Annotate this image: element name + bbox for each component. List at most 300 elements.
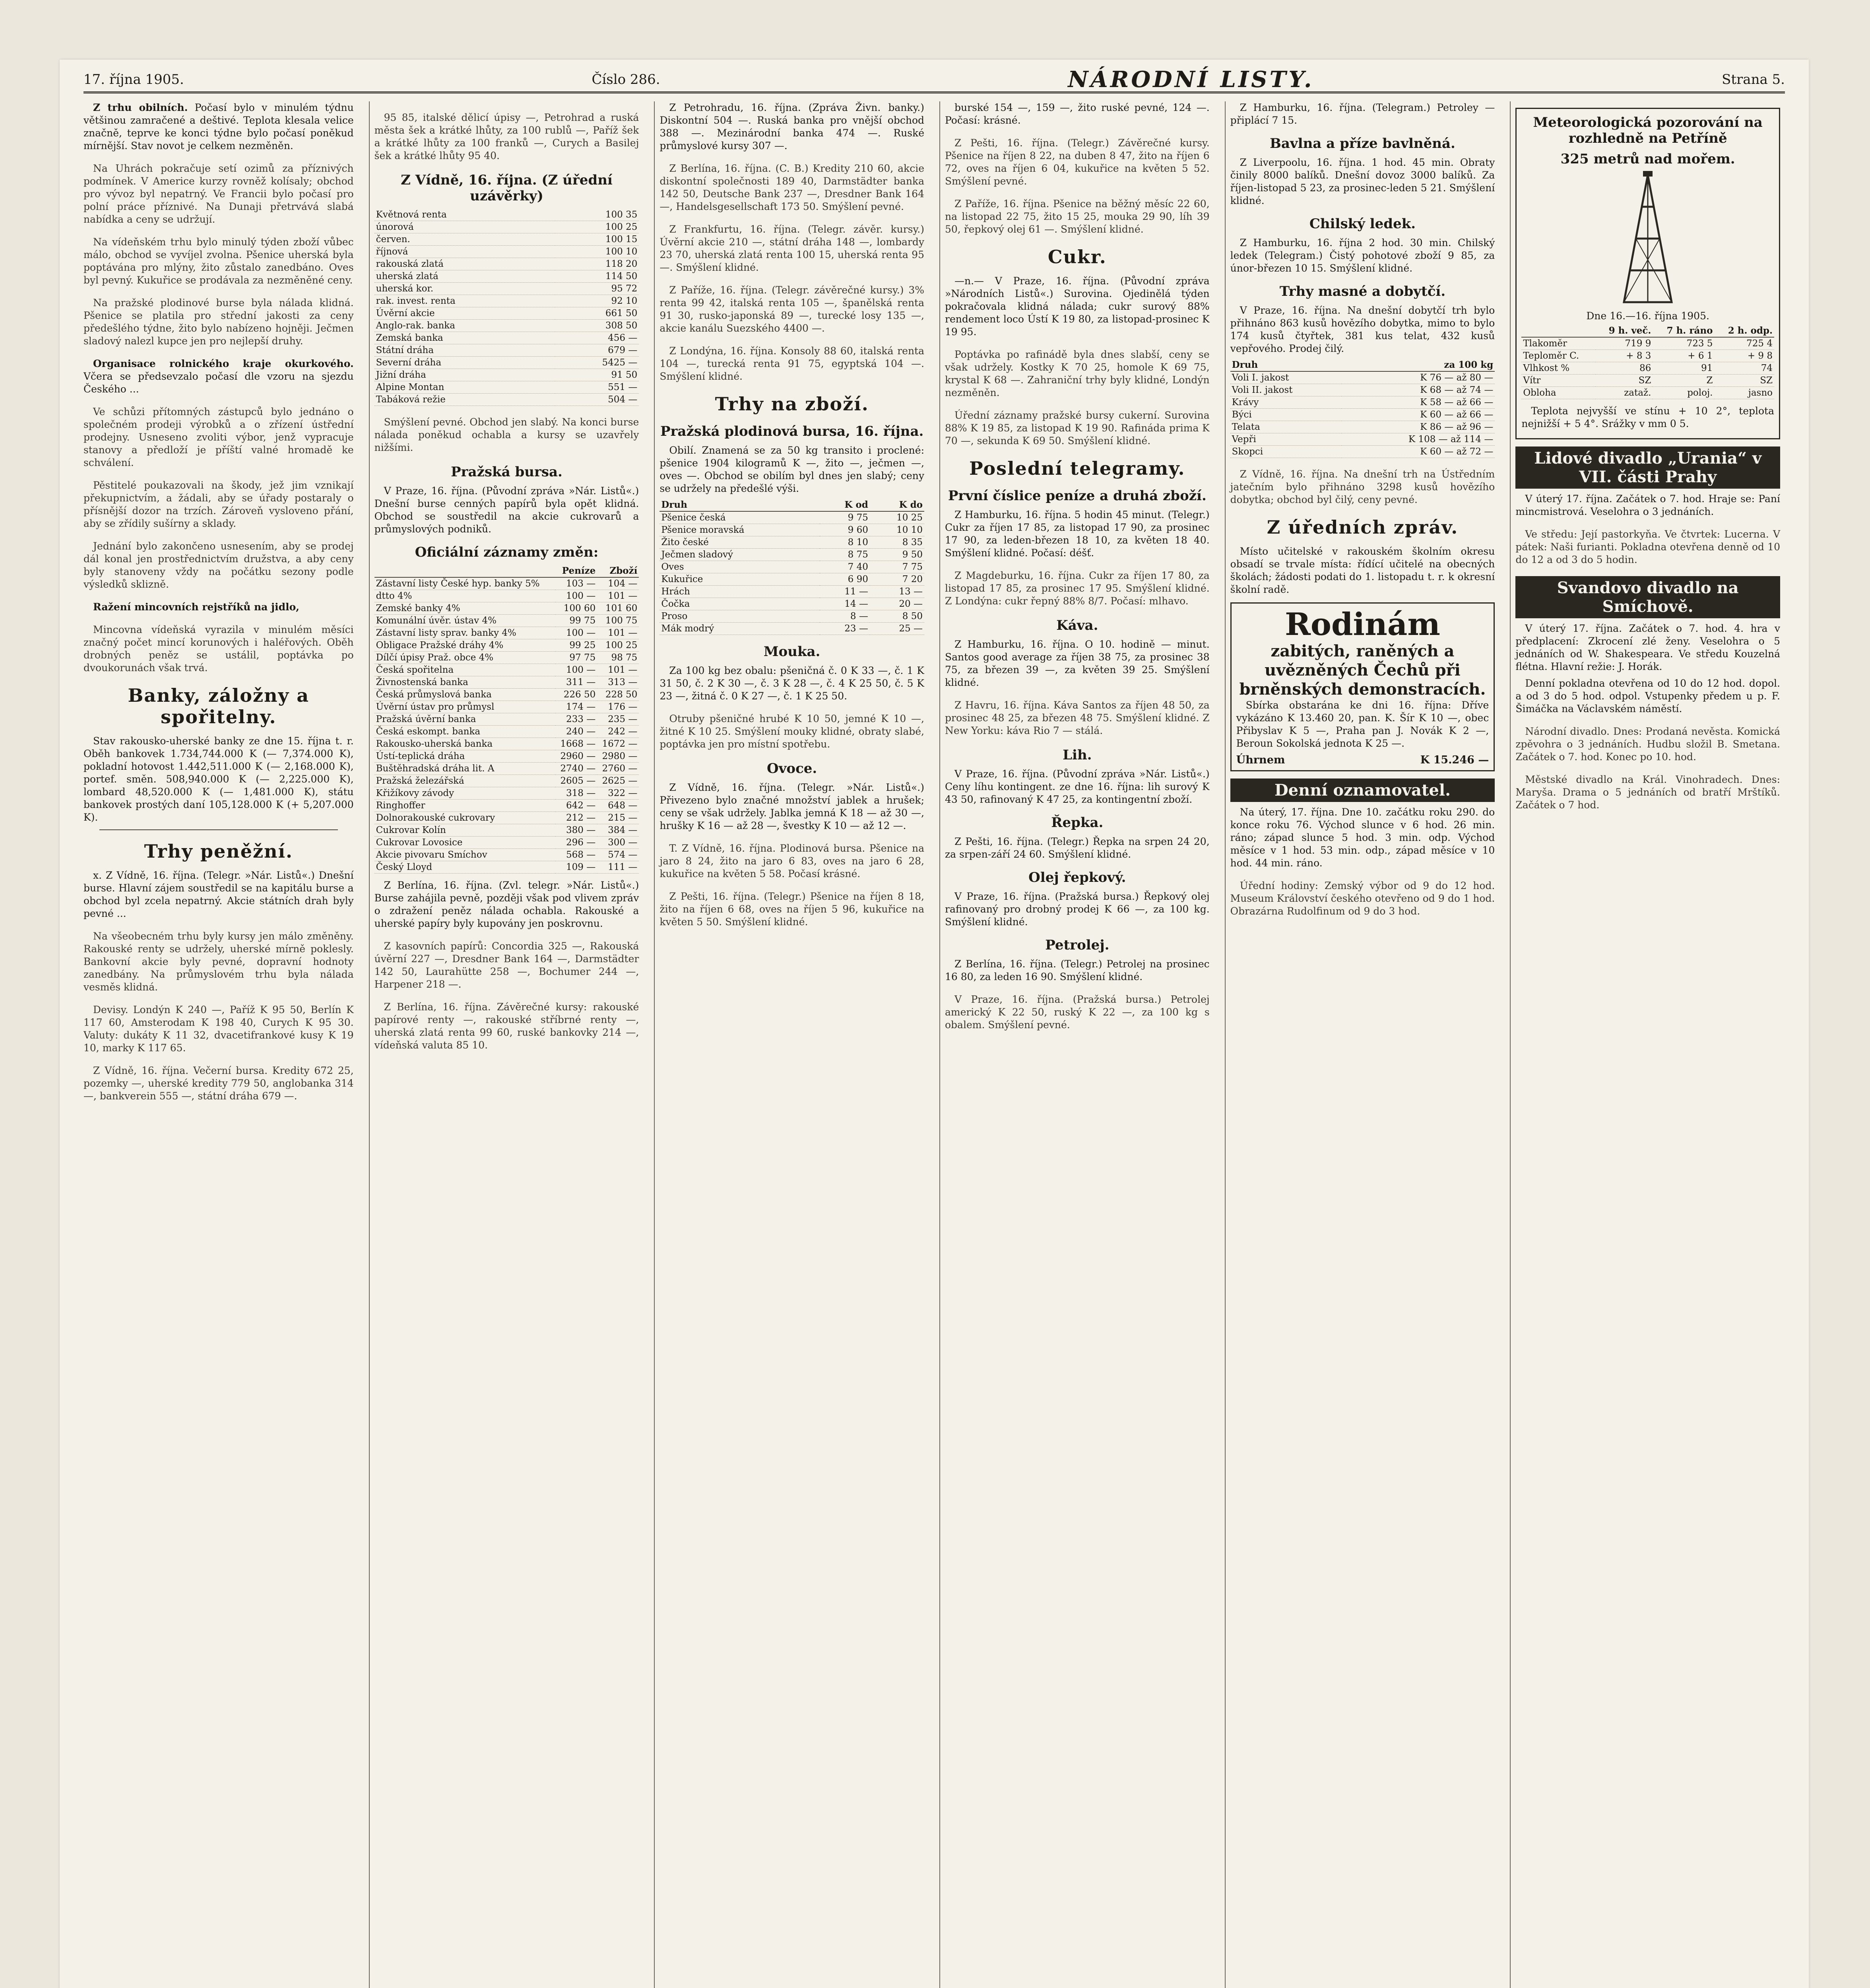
quote-row bbox=[374, 394, 639, 406]
filler-text-block: Na vídeňském trhu bylo minulý týden zboží vůbec málo, obchod se vyvíjel zvolna. Pšenice uherská byla poptávána pro mlýny, žito zůstalo zanedbáno. Oves byl pevný. Kukuřice se prodávala za nezměněné ceny. bbox=[83, 236, 354, 286]
row-value: 212 — bbox=[555, 812, 597, 824]
quote-row bbox=[374, 849, 639, 861]
official-quotes-title: Oficiální záznamy změn: bbox=[415, 544, 599, 560]
vienna-quotes-table bbox=[374, 209, 639, 406]
donation-text: Sbírka obstarána ke dni 16. října: Dříve vykázáno K 13.460 20, pan. K. Šír K 10 —, obec Přibyslav K 5 —, Praha pan J. Novák K 2 —, Beroun Sokolská jednota K 25 —. bbox=[1236, 699, 1489, 749]
filler-text-block: Z Berlína, 16. října. Závěrečné kursy: rakouské papírové renty —, rakouské stříbrné renty —, uherská zlatá renta 99 60, ruské bankovky 214 —, vídeňská valuta 85 10. bbox=[374, 1001, 639, 1051]
prague-bourse-text: V Praze, 16. října. (Původní zpráva »Nár. Listů«.) Dnešní burse cenných papírů byla opět klidná. Obchod se soustředil na akcie cukrovarů a průmyslových podniků. bbox=[374, 485, 639, 535]
row-value: 111 — bbox=[597, 861, 639, 874]
row-label: uherská zlatá bbox=[374, 270, 555, 283]
row-label: Česká průmyslová banka bbox=[374, 689, 556, 701]
row-label: Voli II. jakost bbox=[1230, 384, 1342, 396]
filler-text-block: Z Havru, 16. října. Káva Santos za říjen 48 50, za prosinec 48 25, za březen 48 75. Smýšlení klidné. Z New Yorku: káva Rio 7 — stálá. bbox=[945, 699, 1210, 736]
row-value: jasno bbox=[1714, 387, 1774, 399]
row-value: 723 5 bbox=[1653, 337, 1714, 350]
row-value: 228 50 bbox=[597, 689, 639, 701]
row-label: Česká spořitelna bbox=[374, 664, 556, 676]
row-value: K 60 — až 72 — bbox=[1342, 446, 1495, 458]
row-value: 574 — bbox=[597, 849, 639, 861]
row-value: 642 — bbox=[555, 800, 597, 812]
row-value: 8 50 bbox=[870, 610, 924, 623]
weather-row bbox=[1521, 362, 1774, 375]
issue-number: Číslo 286. bbox=[592, 72, 660, 87]
meteorological-table bbox=[1521, 325, 1774, 399]
spirit-title: Lih. bbox=[1063, 747, 1092, 763]
filler-text-block: Pěstitelé poukazovali na škody, jež jim vznikají překupnictvím, a žádali, aby se úřady postaraly o přísnější dozor na trzích. Zároveň vysloveno přání, aby se zřídily sušírny a sklady. bbox=[83, 480, 354, 529]
donation-heading: Rodinám bbox=[1285, 606, 1440, 643]
column-header: 7 h. ráno bbox=[1653, 325, 1714, 337]
row-value: 384 — bbox=[597, 824, 639, 837]
quote-row bbox=[374, 283, 639, 295]
quote-row bbox=[374, 295, 639, 307]
row-value: 104 — bbox=[597, 577, 639, 590]
price-row bbox=[1230, 384, 1495, 396]
cattle-title: Trhy masné a dobytčí. bbox=[1279, 283, 1446, 299]
prague-quotes-table bbox=[374, 565, 639, 874]
quote-row bbox=[374, 664, 639, 676]
masthead bbox=[83, 68, 1785, 93]
row-value: 504 — bbox=[555, 394, 639, 406]
filler-text-block: Devisy. Londýn K 240 —, Paříž K 95 50, Berlín K 117 60, Amsterodam K 198 40, Curych K 95 30. Valuty: dukáty K 11 32, dvacetifrankové kusy K 19 10, marky K 117 65. bbox=[83, 1004, 354, 1054]
meteorological-title: Meteorologická pozorování na rozhledně na Petříně bbox=[1533, 115, 1763, 146]
price-row bbox=[660, 623, 924, 635]
row-label: Oves bbox=[660, 561, 820, 573]
row-label: Obligace Pražské dráhy 4% bbox=[374, 639, 556, 652]
row-value: SZ bbox=[1714, 375, 1774, 387]
row-value: 5425 — bbox=[555, 357, 639, 369]
row-label: Živnostenská banka bbox=[374, 676, 556, 689]
row-label: Státní dráha bbox=[374, 344, 555, 357]
row-value: 1672 — bbox=[597, 738, 639, 750]
row-value: 233 — bbox=[555, 713, 597, 726]
quote-row bbox=[374, 726, 639, 738]
row-label: Vlhkost % bbox=[1521, 362, 1595, 375]
quote-row bbox=[374, 233, 639, 246]
page-number: Strana 5. bbox=[1722, 72, 1785, 87]
row-label: Komunální úvěr. ústav 4% bbox=[374, 615, 556, 627]
row-value: 308 50 bbox=[555, 320, 639, 332]
theatre-smichov-banner: Svandovo divadlo na Smíchově. bbox=[1515, 576, 1780, 618]
row-value: 14 — bbox=[820, 598, 869, 610]
section-title-telegrams: Poslední telegramy. bbox=[969, 458, 1185, 479]
donation-total-value: K 15.246 — bbox=[1420, 754, 1489, 766]
row-label: Pšenice moravská bbox=[660, 524, 820, 536]
quote-row bbox=[374, 627, 639, 639]
row-label: Český Lloyd bbox=[374, 861, 556, 874]
row-label: rak. invest. renta bbox=[374, 295, 555, 307]
row-value: 95 72 bbox=[555, 283, 639, 295]
quote-row bbox=[374, 652, 639, 664]
row-value: 296 — bbox=[555, 837, 597, 849]
row-value: 92 10 bbox=[555, 295, 639, 307]
row-value: poloj. bbox=[1653, 387, 1714, 399]
row-label: Ringhoffer bbox=[374, 800, 556, 812]
price-row bbox=[660, 586, 924, 598]
prague-bourse-title: Pražská bursa. bbox=[451, 464, 563, 480]
filler-text-block: Národní divadlo. Dnes: Prodaná nevěsta. Komická zpěvohra o 3 jednáních. Hudbu složil B. Smetana. Začátek o 7. hod. Konec po 10. hod. bbox=[1515, 726, 1780, 763]
row-label: Vepři bbox=[1230, 433, 1342, 446]
row-value: 235 — bbox=[597, 713, 639, 726]
quote-row bbox=[374, 713, 639, 726]
filler-text-block: Na všeobecném trhu byly kursy jen málo změněny. Rakouské renty se udržely, uherské mírně poklesly. Bankovní akcie byly pevné, dopravní hodnoty zanedbány. Na průmyslovém trhu byla nálada vesměs klidná. bbox=[83, 930, 354, 993]
meteorological-box bbox=[1515, 108, 1780, 439]
row-value: 98 75 bbox=[597, 652, 639, 664]
row-value: 8 — bbox=[820, 610, 869, 623]
quote-row bbox=[374, 689, 639, 701]
row-value: 100 35 bbox=[555, 209, 639, 221]
section-title-banks: Banky, záložny a spořitelny. bbox=[128, 685, 310, 728]
row-value: 101 — bbox=[597, 590, 639, 602]
column-4-intro: burské 154 —, 159 —, žito ruské pevné, 124 —. Počasí: krásné. bbox=[945, 102, 1210, 126]
column-6 bbox=[1510, 101, 1785, 1988]
price-row bbox=[660, 524, 924, 536]
quote-row bbox=[374, 258, 639, 270]
price-row bbox=[660, 573, 924, 586]
row-value: 9 50 bbox=[870, 549, 924, 561]
row-label: Mák modrý bbox=[660, 623, 820, 635]
row-value: K 58 — až 66 — bbox=[1342, 396, 1495, 409]
column-header: Zboží bbox=[597, 565, 639, 577]
meteorological-date: Dne 16.—16. října 1905. bbox=[1586, 310, 1709, 322]
row-label: Tabáková režie bbox=[374, 394, 555, 406]
petersburg-report: Z Petrohradu, 16. října. (Zpráva Živn. banky.) Diskontní 504 —. Ruská banka pro vnější obchod 388 —. Mezinárodní banka 474 —. Ruské průmyslové kursy 307 —. bbox=[660, 102, 924, 151]
row-value: K 76 — až 80 — bbox=[1342, 371, 1495, 384]
daily-notice-banner: Denní oznamovatel. bbox=[1230, 779, 1495, 802]
quote-row bbox=[374, 577, 639, 590]
row-label: Obloha bbox=[1521, 387, 1595, 399]
row-label: uherská kor. bbox=[374, 283, 555, 295]
filler-text-block: Z Vídně, 16. října. Večerní bursa. Kredity 672 25, pozemky —, uherské kredity 779 50, anglobanka 314 —, bankverein 555 —, státní dráha 679 —. bbox=[83, 1065, 354, 1102]
row-label: Tlakoměr bbox=[1521, 337, 1595, 350]
quote-row bbox=[374, 639, 639, 652]
row-value: 2960 — bbox=[555, 750, 597, 763]
row-label: Dílčí úpisy Praž. obce 4% bbox=[374, 652, 556, 664]
filler-text-block: Poptávka po rafinádě byla dnes slabší, ceny se však udržely. Kostky K 70 25, homole K 69 75, krystal K 68 —. Zahraniční trhy byly klidné, Londýn nezměněn. bbox=[945, 349, 1210, 398]
row-value: 100 10 bbox=[555, 246, 639, 258]
column-header: 9 h. več. bbox=[1596, 325, 1653, 337]
row-value: 100 25 bbox=[555, 221, 639, 233]
price-row bbox=[660, 598, 924, 610]
quote-row bbox=[374, 381, 639, 394]
quote-row bbox=[374, 750, 639, 763]
bank-status-text: Stav rakousko-uherské banky ze dne 15. října t. r. Oběh bankovek 1.734,744.000 K (— 7,374.000 K), pokladní hotovost 1.442,511.000 K (— 2,168.000 K), portef. směn. 508,940.000 K (— 2,225.000 K), lombard 48,520.000 K (— 1,481.000 K), státu bankovek prostých daní 105,128.000 K (+ 5,207.000 K). bbox=[83, 735, 354, 823]
theatre-urania-banner: Lidové divadlo „Urania“ v VII. části Prahy bbox=[1515, 447, 1780, 489]
price-row bbox=[660, 610, 924, 623]
petrin-tower-icon bbox=[1612, 171, 1684, 306]
filler-text-block: Z Pešti, 16. října. (Telegr.) Závěrečné kursy. Pšenice na říjen 8 22, na duben 8 47, žito na říjen 6 72, oves na říjen 6 04, kukuřice na květen 5 52. Smýšlení pevné. bbox=[945, 137, 1210, 187]
telegram-text: Z Hamburku, 16. října. 5 hodin 45 minut. (Telegr.) Cukr za říjen 17 85, za listopad 17 90, za prosinec 17 90, za leden-březen 18 10, za květen 18 40. Smýšlení klidné. Počasí: déšť. bbox=[945, 509, 1210, 559]
quote-row bbox=[374, 861, 639, 874]
row-value: 10 25 bbox=[870, 511, 924, 524]
row-label: Proso bbox=[660, 610, 820, 623]
section-title-sugar: Cukr. bbox=[1048, 246, 1107, 268]
row-label: Rakousko-uherská banka bbox=[374, 738, 556, 750]
row-value: 100 75 bbox=[597, 615, 639, 627]
row-value: K 86 — až 96 — bbox=[1342, 421, 1495, 433]
row-value: 2760 — bbox=[597, 763, 639, 775]
row-value: zataž. bbox=[1596, 387, 1653, 399]
oil-title: Olej řepkový. bbox=[1028, 870, 1126, 885]
row-label: Severní dráha bbox=[374, 357, 555, 369]
theatre-smichov-text: V úterý 17. října. Začátek o 7. hod. 4. hra v předplacení: Zkrocení zlé ženy. Veselohra o 5 jednáních od W. Shakespeara. Ve středu Kouzelná flétna. Hlavní režie: J. Horák. bbox=[1515, 623, 1780, 672]
row-value: 7 75 bbox=[870, 561, 924, 573]
row-value: 100 — bbox=[555, 590, 597, 602]
row-value: 300 — bbox=[597, 837, 639, 849]
flour-text: Za 100 kg bez obalu: pšeničná č. 0 K 33 —, č. 1 K 31 50, č. 2 K 30 —, č. 3 K 28 —, č. 4 K 25 50, č. 5 K 23 —, žitná č. 0 K 27 —, č. 1 K 25 50. bbox=[660, 665, 924, 702]
row-value: 2740 — bbox=[555, 763, 597, 775]
column-header: 2 h. odp. bbox=[1714, 325, 1774, 337]
column-header: Druh bbox=[1230, 359, 1342, 371]
row-value: 86 bbox=[1596, 362, 1653, 375]
row-label: červen. bbox=[374, 233, 555, 246]
row-value: 100 60 bbox=[555, 602, 597, 615]
row-value: 97 75 bbox=[555, 652, 597, 664]
grain-price-table bbox=[660, 499, 924, 635]
cotton-text: Z Liverpoolu, 16. října. 1 hod. 45 min. Obraty činily 8000 balíků. Dnešní dovoz 3000 balíků. Za říjen-listopad 5 23, za prosinec-leden 5 21. Smýšlení klidné. bbox=[1230, 157, 1495, 206]
weather-row bbox=[1521, 337, 1774, 350]
grain-report-text: Počasí bylo v minulém týdnu většinou zamračené a deštivé. Teplota klesala velice značně, teprve ke konci týdne bylo počasí poněkud mírnější. Stav novot je celkem nezměněn. bbox=[83, 102, 354, 151]
filler-text-block: Z Frankfurtu, 16. října. (Telegr. závěr. kursy.) Úvěrní akcie 210 —, státní dráha 148 —, lombardy 23 70, uherská zlatá renta 100 15, uherská renta 95 —. Smýšlení klidné. bbox=[660, 223, 924, 273]
row-label: Zemské banky 4% bbox=[374, 602, 556, 615]
row-label: Teploměr C. bbox=[1521, 350, 1595, 362]
row-value: 176 — bbox=[597, 701, 639, 713]
filler-text-block: 95 85, italské dělicí úpisy —, Petrohrad a ruská města šek a krátké lhůty, za 100 rublů —, Paříž šek a krátké lhůty za 100 franků —, Curych a Basilej šek a krátké lhůty 95 40. bbox=[374, 112, 639, 161]
column-header: Peníze bbox=[555, 565, 597, 577]
column-1 bbox=[83, 101, 359, 1988]
column-5 bbox=[1225, 101, 1500, 1988]
price-row bbox=[660, 511, 924, 524]
filler-text-block: Z Londýna, 16. října. Konsoly 88 60, italská renta 104 —, turecká renta 91 75, egyptská 104 —. Smýšlení klidné. bbox=[660, 345, 924, 382]
row-value: 99 75 bbox=[555, 615, 597, 627]
column-header: K do bbox=[870, 499, 924, 511]
price-row bbox=[1230, 421, 1495, 433]
row-value: 114 50 bbox=[555, 270, 639, 283]
column-header: Druh bbox=[660, 499, 820, 511]
row-label: Buštěhradská dráha lit. A bbox=[374, 763, 556, 775]
row-value: 226 50 bbox=[555, 689, 597, 701]
quote-row bbox=[374, 837, 639, 849]
filler-text-block: Mincovna vídeňská vyrazila v minulém měsíci značný počet mincí korunových i haléřových. Oběh drobných peněz se ustálil, poptávka po dvoukorunách však trvá. bbox=[83, 624, 354, 674]
donation-total-label: Úhrnem bbox=[1236, 754, 1285, 766]
sugar-text: —n.— V Praze, 16. října. (Původní zpráva »Národních Listů«.) Surovina. Ojedinělá týden pokračovala klidná nálada; cukr surový 88% rendement loco Ústí K 19 80, za listopad-prosinec K 19 95. bbox=[945, 275, 1210, 338]
row-value: 91 50 bbox=[555, 369, 639, 381]
row-value: 103 — bbox=[555, 577, 597, 590]
row-value: 118 20 bbox=[555, 258, 639, 270]
row-value: 7 20 bbox=[870, 573, 924, 586]
price-row bbox=[1230, 433, 1495, 446]
price-row bbox=[660, 561, 924, 573]
price-row bbox=[1230, 446, 1495, 458]
quote-row bbox=[374, 824, 639, 837]
filler-text-block: T. Z Vídně, 16. října. Plodinová bursa. Pšenice na jaro 8 24, žito na jaro 6 83, oves na jaro 6 28, kukuřice na květen 5 58. Počasí krásné. bbox=[660, 843, 924, 879]
organisation-report bbox=[83, 357, 354, 396]
flour-title: Mouka. bbox=[763, 644, 821, 660]
quote-row bbox=[374, 344, 639, 357]
weather-row bbox=[1521, 387, 1774, 399]
section-title-goods: Trhy na zboží. bbox=[715, 393, 869, 415]
filler-text-block: Z Magdeburku, 16. října. Cukr za říjen 17 80, za listopad 17 85, za prosinec 17 95. Smýšlení klidné. Z Londýna: cukr řepný 88% 8/7. Počasí: mlhavo. bbox=[945, 570, 1210, 607]
row-label: Kukuřice bbox=[660, 573, 820, 586]
row-value: 174 — bbox=[555, 701, 597, 713]
row-label: únorová bbox=[374, 221, 555, 233]
issue-date: 17. října 1905. bbox=[83, 72, 184, 87]
row-label: Anglo-rak. banka bbox=[374, 320, 555, 332]
coffee-title: Káva. bbox=[1056, 617, 1098, 633]
filler-text-block: Úřední hodiny: Zemský výbor od 9 do 12 hod. Museum Království českého otevřeno od 9 do 1 hod. Obrazárna Rudolfinum od 9 do 3 hod. bbox=[1230, 880, 1495, 917]
filler-text-block: Úřední záznamy pražské bursy cukerní. Surovina 88% K 19 85, za listopad K 19 90. Rafináda prima K 70 —, sekunda K 69 50. Smýšlení klidné. bbox=[945, 410, 1210, 447]
quote-row bbox=[374, 812, 639, 824]
row-label: říjnová bbox=[374, 246, 555, 258]
quote-row bbox=[374, 602, 639, 615]
quote-row bbox=[374, 369, 639, 381]
column-header bbox=[374, 565, 556, 577]
row-value: 322 — bbox=[597, 787, 639, 800]
quote-row bbox=[374, 615, 639, 627]
row-value: 7 40 bbox=[820, 561, 869, 573]
row-value: 100 15 bbox=[555, 233, 639, 246]
grain-report bbox=[83, 101, 354, 152]
row-label: Úvěrní ústav pro průmysl bbox=[374, 701, 556, 713]
filler-text-block: Z Paříže, 16. října. (Telegr. závěrečné kursy.) 3% renta 99 42, italská renta 105 —, španělská renta 91 30, rusko-japonská 89 —, turecké losy 135 —, akcie kanálu Suezského 4400 —. bbox=[660, 284, 924, 334]
rapeseed-text: Z Pešti, 16. října. (Telegr.) Řepka na srpen 24 20, za srpen-září 24 60. Smýšlení klidné. bbox=[945, 836, 1210, 860]
grain-bourse-text: Obilí. Znamená se za 50 kg transito i proclené: pšenice 1904 kilogramů K —, žito —, ječmen —, oves —. Obchod se obilím byl dnes jen slabý; ceny se udržely na předešlé výši. bbox=[660, 445, 924, 494]
row-label: Vítr bbox=[1521, 375, 1595, 387]
row-value: K 60 — až 66 — bbox=[1342, 409, 1495, 421]
quote-row bbox=[374, 676, 639, 689]
donation-total bbox=[1236, 754, 1489, 766]
row-label: Skopci bbox=[1230, 446, 1342, 458]
oil-text: V Praze, 16. října. (Pražská bursa.) Řepkový olej rafinovaný pro drobný prodej K 66 —, za 100 kg. Smýšlení klidné. bbox=[945, 891, 1210, 928]
row-value: 2605 — bbox=[555, 775, 597, 787]
row-value: 568 — bbox=[555, 849, 597, 861]
filler-text-block: Ve schůzi přítomných zástupců bylo jednáno o společném prodeji výrobků a o zřízení ústřední prodejny. Usneseno zvoliti výbor, jenž vypracuje stanovy a předloží je příští valné hromadě ke schválení. bbox=[83, 406, 354, 468]
coinage-label: Ražení mincovních rejstříků na jidlo, bbox=[93, 601, 299, 613]
theatre-urania-text: V úterý 17. října. Začátek o 7. hod. Hraje se: Paní mincmistrová. Veselohra o 3 jednáních. bbox=[1515, 493, 1780, 517]
quote-row bbox=[374, 775, 639, 787]
row-label: Česká eskompt. banka bbox=[374, 726, 556, 738]
row-label: Zástavní listy sprav. banky 4% bbox=[374, 627, 556, 639]
row-label: Čočka bbox=[660, 598, 820, 610]
row-value: 20 — bbox=[870, 598, 924, 610]
row-value: 9 75 bbox=[820, 511, 869, 524]
quote-row bbox=[374, 221, 639, 233]
row-label: Úvěrní akcie bbox=[374, 307, 555, 320]
weather-row bbox=[1521, 375, 1774, 387]
row-label: Křižíkovy závody bbox=[374, 787, 556, 800]
donation-notice bbox=[1230, 602, 1495, 771]
row-value: 13 — bbox=[870, 586, 924, 598]
row-value: 91 bbox=[1653, 362, 1714, 375]
row-label: Voli I. jakost bbox=[1230, 371, 1342, 384]
saltpetre-text: Z Hamburku, 16. října 2 hod. 30 min. Chilský ledek (Telegram.) Čistý pohotové zboží 9 85, za únor-březen 10 15. Smýšlení klidné. bbox=[1230, 237, 1495, 274]
row-value: 551 — bbox=[555, 381, 639, 394]
filler-text-block: V Praze, 16. října. (Pražská bursa.) Petrolej americký K 22 50, ruský K 22 —, za 100 kg s obalem. Smýšlení pevné. bbox=[945, 994, 1210, 1031]
cattle-price-table bbox=[1230, 359, 1495, 458]
filler-text-block: Z Berlína, 16. října. (C. B.) Kredity 210 60, akcie diskontní společnosti 189 40, Darmstädter banka 142 50, Deutsche Bank 237 —, Dresdner Bank 164 —, Handelsgesellschaft 173 50. Smýšlení pevné. bbox=[660, 163, 924, 212]
row-label: Krávy bbox=[1230, 396, 1342, 409]
fruit-text: Z Vídně, 16. října. (Telegr. »Nár. Listů«.) Přivezeno bylo značné množství jablek a hrušek; ceny se však udržely. Jablka jemná K 18 — až 30 —, hrušky K 16 — až 28 —, švestky K 10 — až 12 —. bbox=[660, 782, 924, 831]
row-value: 101 — bbox=[597, 627, 639, 639]
row-label: Dolnorakouské cukrovary bbox=[374, 812, 556, 824]
column-4 bbox=[939, 101, 1214, 1988]
row-value: 10 10 bbox=[870, 524, 924, 536]
section-title-money: Trhy peněžní. bbox=[144, 841, 293, 862]
row-value: 74 bbox=[1714, 362, 1774, 375]
section-title-official: Z úředních zpráv. bbox=[1267, 516, 1459, 538]
row-value: + 8 3 bbox=[1596, 350, 1653, 362]
column-header: za 100 kg bbox=[1342, 359, 1495, 371]
spirit-text: V Praze, 16. října. (Původní zpráva »Nár. Listů«.) Ceny líhu kontingent. ze dne 16. října: lih surový K 43 50, rafinovaný K 47 25, za kontingentní zboží. bbox=[945, 768, 1210, 805]
row-label: Pražská železářská bbox=[374, 775, 556, 787]
row-label: Hrách bbox=[660, 586, 820, 598]
berlin-report: Z Berlína, 16. října. (Zvl. telegr. »Nár. Listů«.) Burse zahájila pevně, později však pod vlivem zpráv o zdražení peněz nálada ochabla. Rakouské a uherské papíry byly kupovány jen poskrovnu. bbox=[374, 879, 639, 929]
columns bbox=[83, 101, 1785, 1988]
price-row bbox=[660, 549, 924, 561]
row-value: Z bbox=[1653, 375, 1714, 387]
row-value: 313 — bbox=[597, 676, 639, 689]
filler-text-block: Městské divadlo na Král. Vinohradech. Dnes: Maryša. Drama o 5 jednáních od bratří Mrštíků. Začátek o 7 hod. bbox=[1515, 774, 1780, 811]
filler-text-block: Na pražské plodinové burse byla nálada klidná. Pšenice se platila pro střední jakosti za ceny předešlého týdne, žito bylo nabízeno hojněji. Ječmen sladový nalezl kupce jen pro nejlepší druhy. bbox=[83, 297, 354, 347]
column-header: K od bbox=[820, 499, 869, 511]
rapeseed-title: Řepka. bbox=[1051, 815, 1104, 831]
row-value: 101 — bbox=[597, 664, 639, 676]
filler-text-block: Smýšlení pevné. Obchod jen slabý. Na konci burse nálada poněkud ochabla a kursy se uzavřely nižšími. bbox=[374, 416, 639, 453]
newspaper-title: NÁRODNÍ LISTY. bbox=[1068, 66, 1314, 93]
row-value: 661 50 bbox=[555, 307, 639, 320]
organisation-label: Organisace rolnického kraje okurkového. bbox=[93, 358, 354, 369]
row-value: 2625 — bbox=[597, 775, 639, 787]
quote-row bbox=[374, 307, 639, 320]
column-2 bbox=[369, 101, 644, 1988]
row-value: + 6 1 bbox=[1653, 350, 1714, 362]
quote-row bbox=[374, 701, 639, 713]
filler-text-block: Z kasovních papírů: Concordia 325 —, Rakouská úvěrní 227 —, Dresdner Bank 164 —, Darmstädter 142 50, Laurahütte 258 —, Bochumer 244 —, Harpener 218 —. bbox=[374, 940, 639, 990]
row-value: 25 — bbox=[870, 623, 924, 635]
quote-row bbox=[374, 738, 639, 750]
grain-report-label: Z trhu obilních. bbox=[93, 102, 188, 113]
filler-text-block: Z Vídně, 16. října. Na dnešní trh na Ústředním jatečním bylo přihnáno 3298 kusů hovězího dobytka; obchod byl čilý, ceny pevné. bbox=[1230, 468, 1495, 505]
row-label: rakouská zlatá bbox=[374, 258, 555, 270]
row-label: Cukrovar Lovosice bbox=[374, 837, 556, 849]
quote-row bbox=[374, 787, 639, 800]
cotton-title: Bavlna a příze bavlněná. bbox=[1270, 136, 1455, 151]
row-label: Ječmen sladový bbox=[660, 549, 820, 561]
grain-bourse-subtitle: Pražská plodinová bursa, 16. října. bbox=[660, 423, 924, 439]
row-value: K 108 — až 114 — bbox=[1342, 433, 1495, 446]
column-5-intro: Z Hamburku, 16. října. (Telegram.) Petroley — připlácí 7 15. bbox=[1230, 102, 1495, 126]
row-value: 648 — bbox=[597, 800, 639, 812]
donation-subheading: zabitých, raněných a uvězněných Čechů při brněnských demonstracích. bbox=[1239, 642, 1486, 699]
row-value: 100 — bbox=[555, 627, 597, 639]
row-value: 99 25 bbox=[555, 639, 597, 652]
row-value: 215 — bbox=[597, 812, 639, 824]
row-value: 679 — bbox=[555, 344, 639, 357]
fruit-title: Ovoce. bbox=[767, 761, 817, 777]
petroleum-title: Petrolej. bbox=[1045, 937, 1110, 953]
row-label: Býci bbox=[1230, 409, 1342, 421]
row-value: 719 9 bbox=[1596, 337, 1653, 350]
petroleum-text: Z Berlína, 16. října. (Telegr.) Petrolej na prosinec 16 80, za leden 16 90. Smýšlení klidné. bbox=[945, 958, 1210, 982]
row-label: Pšenice česká bbox=[660, 511, 820, 524]
row-value: 311 — bbox=[555, 676, 597, 689]
row-label: Žito české bbox=[660, 536, 820, 549]
meteorological-extra: Teplota nejvyšší ve stínu + 10 2°, teplota nejnižší + 5 4°. Srážky v mm 0 5. bbox=[1521, 405, 1774, 429]
row-label: Cukrovar Kolín bbox=[374, 824, 556, 837]
quote-row bbox=[374, 763, 639, 775]
column-3 bbox=[654, 101, 929, 1988]
row-value: 1668 — bbox=[555, 738, 597, 750]
row-value: 8 35 bbox=[870, 536, 924, 549]
